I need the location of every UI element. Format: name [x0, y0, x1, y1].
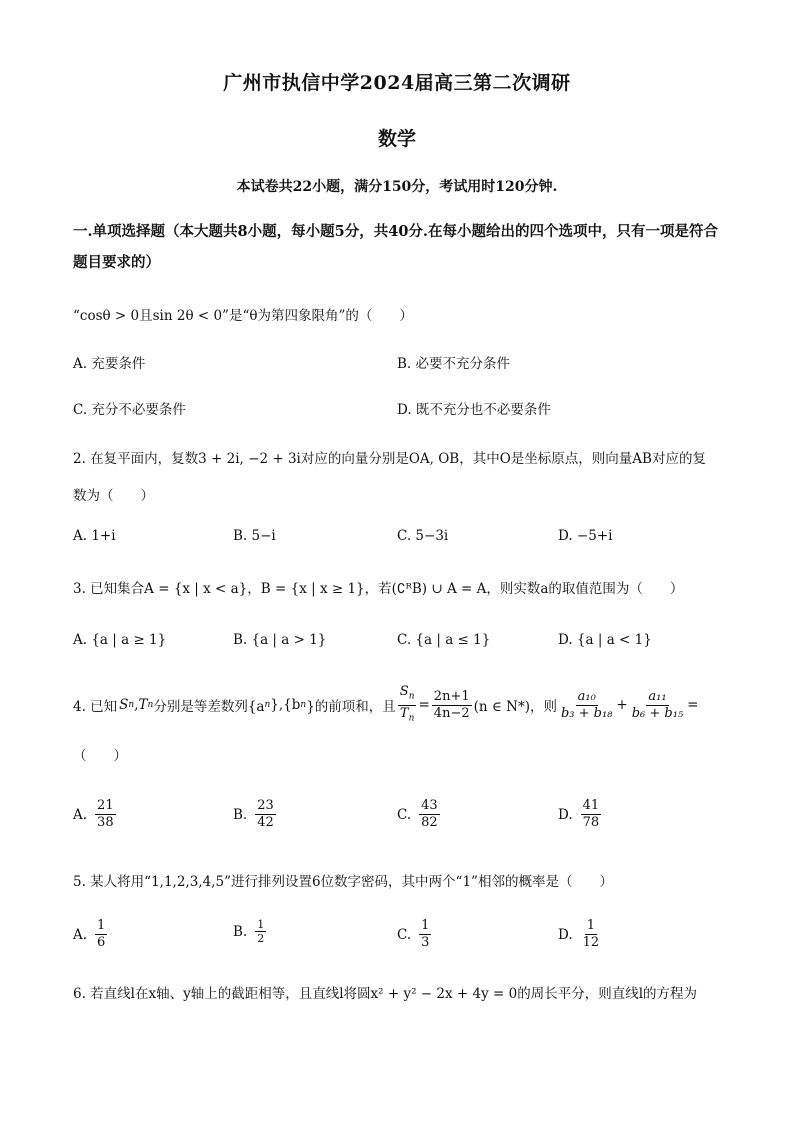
q4-b-sub: n — [300, 700, 307, 711]
exam-title: 广州市执信中学2024届高三第二次调研 — [223, 72, 571, 94]
q2-option-d: D. −5+i — [558, 528, 613, 544]
q4-option-b-num: 23 — [257, 798, 274, 813]
q4-option-a-den: 38 — [97, 815, 114, 830]
q4-option-a-num: 21 — [97, 798, 114, 813]
question-3: 3. 已知集合A = {x | x < a}，B = {x | x ≥ 1}，若(∁ᴿB) ∪ A = A，则实数a的取值范围为（ ） — [73, 581, 684, 597]
q4-rhs-num: 2n+1 — [433, 688, 470, 704]
q4-option-c-fraction — [419, 798, 440, 831]
q4-ratio-s-sub: n — [408, 691, 415, 702]
q5-option-c-den: 3 — [421, 935, 430, 950]
q4-ratio-fraction — [398, 684, 417, 726]
q4-a-sub: n — [264, 700, 271, 711]
q4-option-a-fraction — [95, 798, 116, 831]
q5-option-b-fraction — [255, 918, 266, 945]
q2-option-b: B. 5−i — [233, 528, 276, 544]
q4-option-a — [73, 798, 118, 831]
question-5: 5. 某人将用“1,1,2,3,4,5”进行排列设置6位数字密码，其中两个“1”相邻的概率是（ ） — [73, 874, 613, 890]
q4-frac-2-den: b₆ + b₁₅ — [631, 705, 684, 721]
q1-option-b: B. 必要不充分条件 — [397, 356, 511, 372]
question-6: 6. 若直线l在x轴、y轴上的截距相等，且直线l将圆x² + y² − 2x + 4y = 0的周长平分，则直线l的方程为 — [73, 986, 698, 1002]
q5-option-c-fraction — [419, 918, 431, 951]
q4-s: S — [119, 697, 129, 714]
q5-option-d-fraction — [581, 918, 602, 951]
question-2-line-1: 2. 在复平面内，复数3 + 2i, −2 + 3i对应的向量分别是OA, OB，其中O是坐标原点，则向量AB对应的复 — [73, 451, 706, 467]
q5-option-c-num: 1 — [421, 918, 430, 933]
q5-option-d-label: D. — [558, 926, 573, 943]
q1-option-c: C. 充分不必要条件 — [73, 402, 186, 418]
q5-option-d-den: 12 — [582, 935, 600, 950]
q4-option-b-den: 42 — [257, 815, 274, 830]
q4-frac-2-num: a₁₁ — [648, 688, 667, 704]
q4-option-d-den: 78 — [582, 815, 600, 830]
q5-option-a-num: 1 — [97, 918, 106, 933]
q5-option-d-num: 1 — [586, 918, 596, 933]
q5-option-a-den: 6 — [97, 935, 106, 950]
section-heading: 一.单项选择题（本大题共8小题，每小题5分，共40分.在每小题给出的四个选项中，只有一项是符合题目要求的） — [73, 223, 718, 271]
q4-mid3: }的前项和，且 — [306, 699, 396, 716]
q3-option-b: B. {a | a > 1} — [233, 632, 327, 648]
question-1: “cosθ > 0且sin 2θ < 0”是“θ为第四象限角”的（ ） — [73, 308, 413, 324]
q4-frac-1-num: a₁₀ — [577, 688, 596, 704]
q3-option-c: C. {a | a ≤ 1} — [397, 632, 491, 648]
q3-option-a: A. {a | a ≥ 1} — [73, 632, 167, 648]
q5-option-c-label: C. — [397, 926, 412, 943]
q4-equals: = — [687, 697, 699, 714]
q4-ratio-t: T — [399, 705, 409, 721]
q4-option-d-fraction — [581, 798, 602, 831]
q1-option-a: A. 充要条件 — [73, 356, 146, 372]
q5-option-a — [73, 918, 109, 951]
q4-ratio-s: S — [399, 684, 409, 699]
q3-option-d: D. {a | a < 1} — [558, 632, 652, 648]
q4-frac-1-den: b₃ + b₁₈ — [560, 705, 613, 721]
q2-option-a: A. 1+i — [73, 528, 116, 544]
q4-frac-2 — [630, 689, 685, 722]
question-2-line-2: 数为（ ） — [73, 488, 154, 504]
q1-option-d: D. 既不充分也不必要条件 — [397, 402, 551, 418]
q4-prefix: 4. 已知 — [73, 699, 118, 716]
q2-option-c: C. 5−3i — [397, 528, 449, 544]
q4-mid2: },{b — [270, 697, 301, 714]
q4-option-c-num: 43 — [421, 798, 438, 813]
question-4-line-2: （ ） — [73, 748, 127, 764]
q4-option-c-den: 82 — [421, 815, 438, 830]
q4-option-c-label: C. — [397, 806, 412, 823]
q5-option-b — [233, 918, 268, 945]
question-4: 4. 已知 S n , T n 分别是等差数列{a n },{b n }的前项和，且 $\frac{S_n}{T_n}$ = $\frac{2n+1}{4n-2}$ (n ∈ N*)，则 $\frac{\text{a₁₀}}{\text{b₃ + b₁₈}}$ + $\frac{\text{a₁₁}}{\text{b₆ + b₁₅}}$ = — [73, 684, 698, 726]
q4-option-d-num: 41 — [582, 798, 600, 813]
q4-t: T — [138, 697, 148, 714]
q4-option-c — [397, 798, 442, 831]
q4-rhs-fraction — [432, 689, 472, 722]
q5-option-b-num: 1 — [257, 918, 265, 931]
q4-option-d-label: D. — [558, 806, 573, 823]
q4-option-b-fraction — [255, 798, 276, 831]
q4-rhs-den: 4n−2 — [433, 705, 470, 721]
q4-option-b — [233, 798, 278, 831]
exam-note: 本试卷共22小题，满分150分，考试用时120分钟. — [236, 179, 558, 195]
q5-option-a-fraction — [95, 918, 107, 951]
q4-t-sub: n — [147, 700, 154, 711]
q4-frac-1 — [559, 689, 614, 722]
subject-title: 数学 — [377, 128, 416, 150]
q5-option-d — [558, 918, 603, 951]
q4-option-d — [558, 798, 603, 831]
q4-ratio-t-sub: n — [408, 713, 415, 724]
q4-option-a-label: A. — [73, 806, 88, 823]
q4-cond: (n ∈ N*)，则 — [473, 699, 557, 716]
q4-s-sub: n — [128, 700, 135, 711]
q5-option-b-label: B. — [233, 923, 248, 940]
q4-option-b-label: B. — [233, 806, 248, 823]
q4-mid: 分别是等差数列{a — [153, 699, 265, 716]
q5-option-a-label: A. — [73, 926, 88, 943]
q4-plus: + — [616, 697, 628, 714]
q5-option-b-den: 2 — [257, 932, 265, 945]
q5-option-c — [397, 918, 433, 951]
